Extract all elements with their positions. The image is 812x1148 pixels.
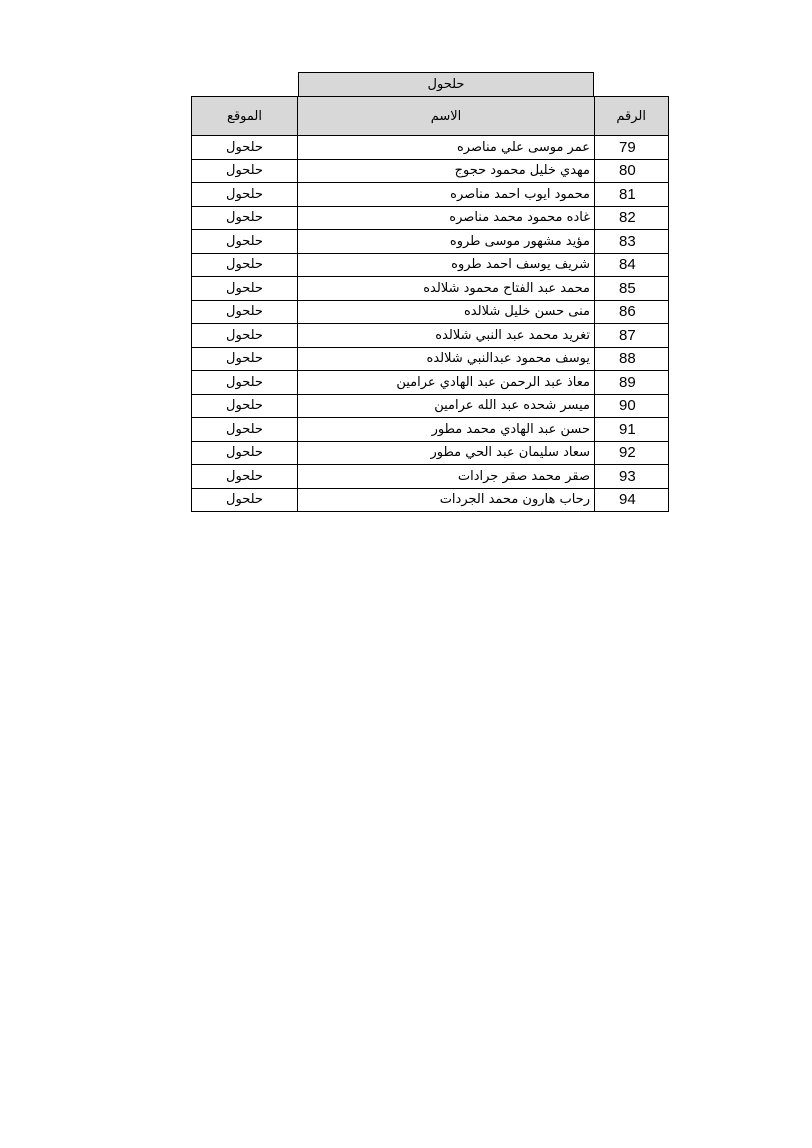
row-location: حلحول (192, 253, 298, 277)
table-header-row (192, 97, 669, 136)
table-title: حلحول (298, 72, 594, 96)
table-row (192, 441, 669, 465)
row-name: سعاد سليمان عبد الحي مطور (298, 441, 595, 465)
row-number: 87 (595, 324, 669, 348)
row-name: يوسف محمود عبدالنبي شلالده (298, 347, 595, 371)
row-number: 82 (595, 206, 669, 230)
table-row (192, 183, 669, 207)
table-row (192, 159, 669, 183)
row-location: حلحول (192, 159, 298, 183)
row-name: حسن عبد الهادي محمد مطور (298, 418, 595, 442)
row-location: حلحول (192, 441, 298, 465)
table-row (192, 136, 669, 160)
row-number: 86 (595, 300, 669, 324)
table-row (192, 324, 669, 348)
table-row (192, 371, 669, 395)
table-row (192, 418, 669, 442)
row-location: حلحول (192, 488, 298, 512)
row-location: حلحول (192, 277, 298, 301)
row-number: 85 (595, 277, 669, 301)
header-location: الموقع (192, 97, 298, 136)
header-number: الرقم (595, 97, 669, 136)
row-name: محمد عبد الفتاح محمود شلالده (298, 277, 595, 301)
row-name: رحاب هارون محمد الجردات (298, 488, 595, 512)
row-name: مهدي خليل محمود حجوج (298, 159, 595, 183)
row-number: 84 (595, 253, 669, 277)
table-row (192, 465, 669, 489)
row-name: صقر محمد صقر جرادات (298, 465, 595, 489)
row-name: غاده محمود محمد مناصره (298, 206, 595, 230)
row-name: منى حسن خليل شلالده (298, 300, 595, 324)
row-number: 91 (595, 418, 669, 442)
roster-table (191, 96, 669, 512)
table-row (192, 347, 669, 371)
table-row (192, 277, 669, 301)
table-row (192, 394, 669, 418)
row-location: حلحول (192, 347, 298, 371)
row-number: 83 (595, 230, 669, 254)
row-number: 89 (595, 371, 669, 395)
row-location: حلحول (192, 418, 298, 442)
row-name: معاذ عبد الرحمن عبد الهادي عرامين (298, 371, 595, 395)
table-row (192, 300, 669, 324)
row-location: حلحول (192, 136, 298, 160)
row-name: عمر موسى علي مناصره (298, 136, 595, 160)
row-location: حلحول (192, 394, 298, 418)
table-row (192, 230, 669, 254)
table-row (192, 206, 669, 230)
row-name: مؤيد مشهور موسى طروه (298, 230, 595, 254)
table-body (192, 136, 669, 512)
row-name: شريف يوسف احمد طروه (298, 253, 595, 277)
row-location: حلحول (192, 300, 298, 324)
row-number: 79 (595, 136, 669, 160)
row-location: حلحول (192, 183, 298, 207)
row-name: تغريد محمد عبد النبي شلالده (298, 324, 595, 348)
row-number: 92 (595, 441, 669, 465)
row-location: حلحول (192, 206, 298, 230)
row-location: حلحول (192, 371, 298, 395)
row-number: 88 (595, 347, 669, 371)
table-row (192, 488, 669, 512)
row-name: محمود ايوب احمد مناصره (298, 183, 595, 207)
table-row (192, 253, 669, 277)
row-location: حلحول (192, 324, 298, 348)
row-name: ميسر شحده عبد الله عرامين (298, 394, 595, 418)
row-number: 80 (595, 159, 669, 183)
row-number: 93 (595, 465, 669, 489)
row-number: 94 (595, 488, 669, 512)
header-name: الاسم (298, 97, 595, 136)
row-number: 81 (595, 183, 669, 207)
row-location: حلحول (192, 465, 298, 489)
row-number: 90 (595, 394, 669, 418)
row-location: حلحول (192, 230, 298, 254)
